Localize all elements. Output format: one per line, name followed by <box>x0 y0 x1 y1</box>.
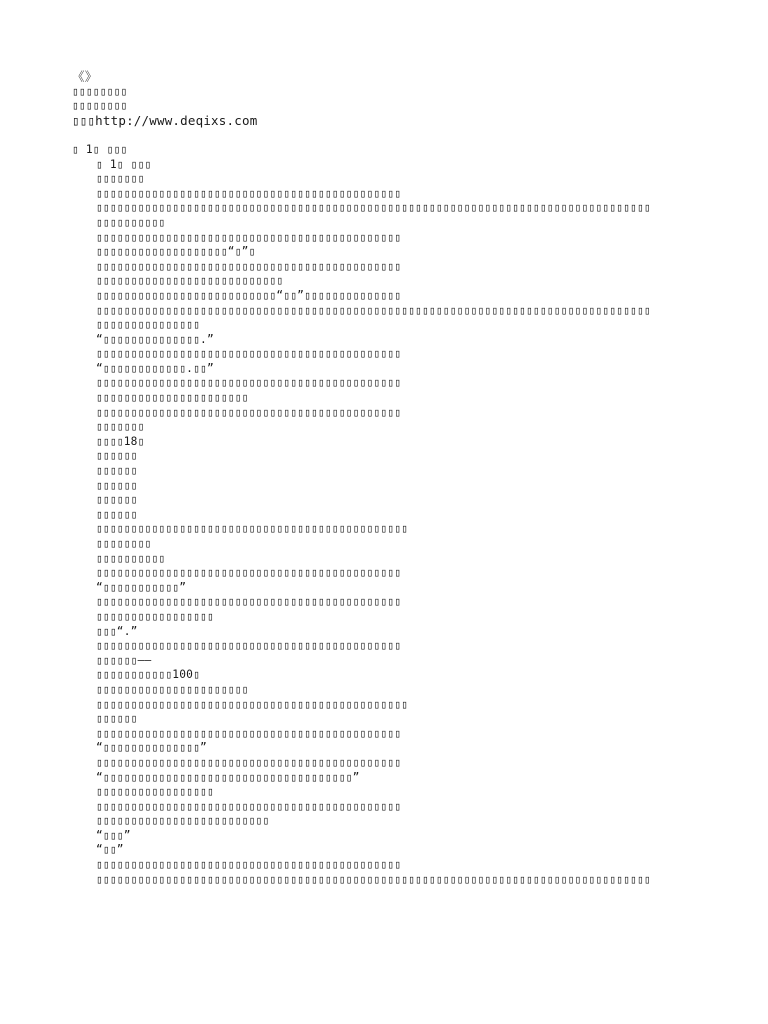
paragraph-line: ▯▯▯▯▯▯▯▯▯▯▯▯▯▯▯▯▯▯▯▯▯▯▯▯▯▯▯▯▯▯▯▯▯▯▯▯▯▯▯▯▯▯▯▯ <box>96 347 402 361</box>
paragraph-line: ▯▯▯▯▯▯▯▯▯▯▯▯▯▯▯▯▯ <box>96 609 214 623</box>
paragraph-line: ▯▯▯▯▯▯ <box>96 493 138 507</box>
paragraph-line: “▯▯▯▯▯▯▯▯▯▯▯▯▯▯.” <box>96 332 214 346</box>
paragraph-line: ▯▯▯▯▯▯▯▯▯▯▯▯▯▯▯▯▯▯▯▯▯▯▯▯▯▯▯▯▯▯▯▯▯▯▯▯▯▯▯▯▯▯▯▯ <box>96 376 402 390</box>
paragraph-line: ▯▯▯▯▯▯▯▯▯▯▯▯▯▯▯▯▯▯▯▯▯▯▯▯▯▯▯▯▯▯▯▯▯▯▯▯▯▯▯▯▯▯▯▯▯▯▯▯▯▯▯▯▯▯▯▯▯▯▯▯▯▯▯▯▯▯▯▯▯▯▯▯▯▯▯▯▯▯▯▯ <box>96 872 651 886</box>
paragraph-line: ▯▯▯▯▯▯▯▯▯▯▯▯▯▯▯▯▯▯▯▯▯▯▯▯▯▯▯▯▯▯▯▯▯▯▯▯▯▯▯▯▯▯▯▯ <box>96 799 402 813</box>
paragraph-line: ▯▯▯▯▯▯▯▯▯▯ <box>96 551 166 565</box>
paragraph-line: ▯▯▯▯▯▯▯▯▯▯▯▯▯▯▯▯▯▯▯▯▯▯▯▯▯▯▯▯▯▯▯▯▯▯▯▯▯▯▯▯▯▯▯▯ <box>96 405 402 419</box>
source-url-line: ▯▯▯http://www.deqixs.com <box>72 113 258 128</box>
paragraph-line: ▯▯▯▯▯▯▯▯▯▯▯▯▯▯▯▯▯▯▯▯▯▯ <box>96 391 249 405</box>
paragraph-line: ▯▯▯▯▯▯▯▯▯▯▯▯▯▯▯ <box>96 318 201 332</box>
paragraph-line: ▯▯▯▯▯▯▯▯▯▯▯▯▯▯▯▯▯▯▯▯▯▯ <box>96 682 249 696</box>
paragraph-line: ▯▯▯▯▯▯ <box>96 478 138 492</box>
paragraph-line: ▯▯▯▯▯▯▯▯▯▯▯▯▯▯▯▯▯▯▯▯▯▯▯▯▯▯▯ <box>96 274 284 288</box>
blank-line <box>72 128 702 143</box>
chapter-subheading: ▯ 1▯ ▯▯▯ <box>96 157 152 171</box>
paragraph-line: ▯▯▯▯▯▯▯▯▯▯▯▯▯▯▯▯▯▯▯▯▯▯▯▯▯▯▯▯▯▯▯▯▯▯▯▯▯▯▯▯▯▯▯▯ <box>96 726 402 740</box>
header-line: ▯▯▯▯▯▯▯▯ <box>72 84 128 98</box>
paragraph-line: ▯▯▯▯▯▯▯▯▯▯▯▯▯▯▯▯▯▯▯▯▯▯▯▯▯▯▯▯▯▯▯▯▯▯▯▯▯▯▯▯▯▯▯▯ <box>96 566 402 580</box>
paragraph-line: ▯▯▯▯▯▯▯▯▯▯▯▯▯▯▯▯▯▯▯▯▯▯▯▯▯▯▯▯▯▯▯▯▯▯▯▯▯▯▯▯▯▯▯▯ <box>96 639 402 653</box>
paragraph-line: “▯▯▯” <box>96 828 131 842</box>
chapter-heading: ▯ 1▯ ▯▯▯ <box>72 142 128 156</box>
header-line: ▯▯▯▯▯▯▯▯ <box>72 99 128 113</box>
paragraph-line: “▯▯▯▯▯▯▯▯▯▯▯▯▯▯” <box>96 741 207 755</box>
paragraph-line: ▯▯▯▯▯▯▯▯▯▯▯▯▯▯▯▯▯▯▯▯▯▯▯▯▯▯▯▯▯▯▯▯▯▯▯▯▯▯▯▯▯▯▯▯ <box>96 755 402 769</box>
paragraph-line: “▯▯▯▯▯▯▯▯▯▯▯” <box>96 580 187 594</box>
paragraph-line: ▯▯▯▯▯▯▯▯▯▯ <box>96 215 166 229</box>
paragraph-line: ▯▯▯▯▯▯▯▯▯▯▯▯▯▯▯▯▯▯▯▯▯▯▯▯▯▯▯▯▯▯▯▯▯▯▯▯▯▯▯▯▯▯▯▯ <box>96 858 402 872</box>
paragraph-line: “▯▯” <box>96 843 124 857</box>
paragraph-line: ▯▯▯▯▯▯▯▯▯▯▯▯▯▯▯▯▯▯▯▯▯▯▯▯▯▯▯▯▯▯▯▯▯▯▯▯▯▯▯▯▯▯▯▯▯ <box>96 522 409 536</box>
paragraph-line: ▯▯▯▯▯▯▯▯▯▯▯▯▯▯▯▯▯▯▯▯▯▯▯▯▯▯▯▯▯▯▯▯▯▯▯▯▯▯▯▯▯▯▯▯▯ <box>96 697 409 711</box>
paragraph-line: ▯▯▯▯18▯ <box>96 434 145 448</box>
document-title: 《》 <box>72 70 98 84</box>
paragraph-line: ▯▯▯▯▯▯▯▯▯▯▯▯▯▯▯▯▯▯▯▯▯▯▯▯▯▯▯▯▯▯▯▯▯▯▯▯▯▯▯▯▯▯▯▯ <box>96 186 402 200</box>
paragraph-line: ▯▯▯▯▯▯ <box>96 507 138 521</box>
paragraph-line: ▯▯▯▯▯▯▯▯▯▯▯▯▯▯▯▯▯▯▯▯▯▯▯▯▯▯▯▯▯▯▯▯▯▯▯▯▯▯▯▯▯▯▯▯ <box>96 259 402 273</box>
paragraph-line: ▯▯▯▯▯▯▯▯▯▯▯▯▯▯▯▯▯▯▯▯▯▯▯▯▯▯▯▯▯▯▯▯▯▯▯▯▯▯▯▯▯▯▯▯ <box>96 595 402 609</box>
document-text <box>72 70 702 887</box>
paragraph-line: ▯▯▯▯▯▯▯▯▯▯▯▯▯▯▯▯▯ <box>96 785 214 799</box>
paragraph-line: ▯▯▯“.” <box>96 624 138 638</box>
paragraph-line: ▯▯▯▯▯▯▯▯▯▯▯▯▯▯▯▯▯▯▯▯▯▯▯▯▯▯▯▯▯▯▯▯▯▯▯▯▯▯▯▯▯▯▯▯▯▯▯▯▯▯▯▯▯▯▯▯▯▯▯▯▯▯▯▯▯▯▯▯▯▯▯▯▯▯▯▯▯▯▯▯ <box>96 201 651 215</box>
paragraph-line: ▯▯▯▯▯▯▯ <box>96 172 145 186</box>
paragraph-line: “▯▯▯▯▯▯▯▯▯▯▯▯.▯▯” <box>96 361 214 375</box>
paragraph-line: ▯▯▯▯▯▯▯▯▯▯▯▯▯▯▯▯▯▯▯▯▯▯▯▯▯▯“▯▯”▯▯▯▯▯▯▯▯▯▯▯▯▯▯ <box>96 288 402 302</box>
paragraph-line: ▯▯▯▯▯▯ <box>96 464 138 478</box>
paragraph-line: ▯▯▯▯▯▯▯▯▯▯▯▯▯▯▯▯▯▯▯▯▯▯▯▯▯▯▯▯▯▯▯▯▯▯▯▯▯▯▯▯▯▯▯▯ <box>96 230 402 244</box>
paragraph-line: ▯▯▯▯▯▯ <box>96 449 138 463</box>
paragraph-line: ▯▯▯▯▯▯▯▯▯▯▯▯▯▯▯▯▯▯▯▯▯▯▯▯▯ <box>96 814 270 828</box>
paragraph-line: “▯▯▯▯▯▯▯▯▯▯▯▯▯▯▯▯▯▯▯▯▯▯▯▯▯▯▯▯▯▯▯▯▯▯▯▯” <box>96 770 360 784</box>
paragraph-line: ▯▯▯▯▯▯ <box>96 712 138 726</box>
paragraph-line: ▯▯▯▯▯▯▯▯ <box>96 537 152 550</box>
paragraph-line: ▯▯▯▯▯▯▯▯▯▯▯100▯ <box>96 668 201 682</box>
paragraph-line: ▯▯▯▯▯▯—— <box>96 653 152 667</box>
chapter-body <box>72 172 702 887</box>
paragraph-line: ▯▯▯▯▯▯▯▯▯▯▯▯▯▯▯▯▯▯▯“▯”▯ <box>96 245 256 259</box>
paragraph-line: ▯▯▯▯▯▯▯ <box>96 420 145 434</box>
paragraph-line: ▯▯▯▯▯▯▯▯▯▯▯▯▯▯▯▯▯▯▯▯▯▯▯▯▯▯▯▯▯▯▯▯▯▯▯▯▯▯▯▯▯▯▯▯▯▯▯▯▯▯▯▯▯▯▯▯▯▯▯▯▯▯▯▯▯▯▯▯▯▯▯▯▯▯▯▯▯▯▯▯ <box>96 303 651 317</box>
